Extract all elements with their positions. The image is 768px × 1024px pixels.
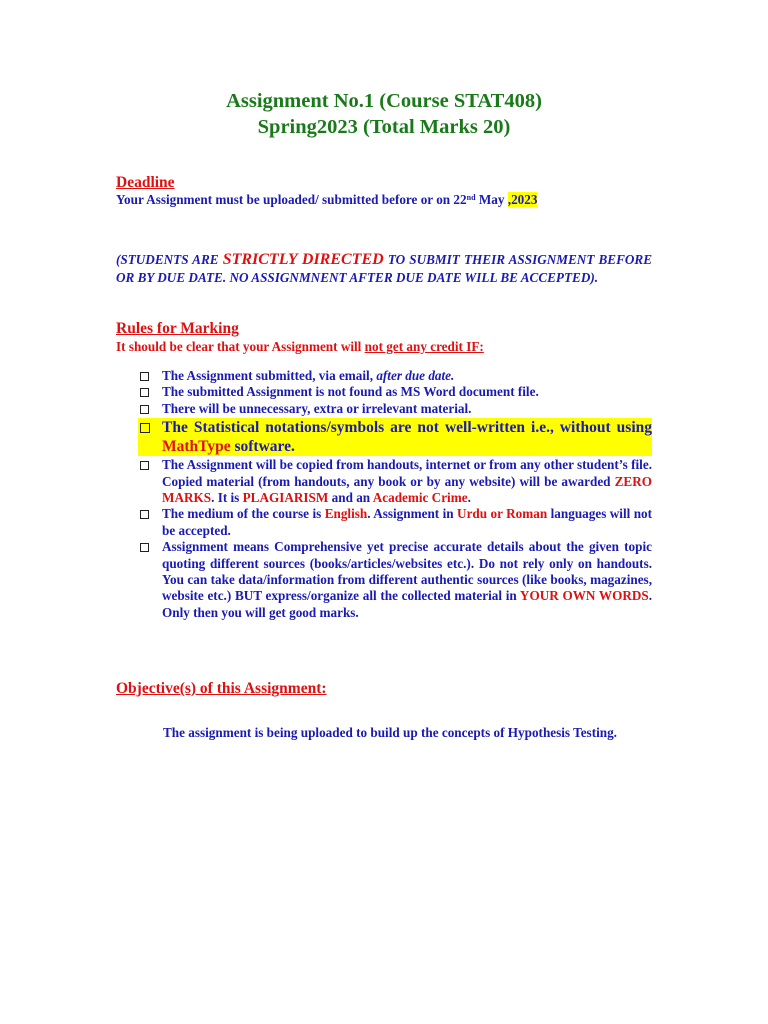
directive-notice — [116, 251, 652, 287]
deadline-year: ,2023 — [507, 192, 538, 207]
rules-intro-text: It should be clear that your Assignment will — [116, 339, 365, 354]
rule-item-mid: . Assignment in — [367, 506, 454, 522]
rule-item-text: The Assignment submitted, via email, — [162, 368, 377, 383]
deadline-heading: Deadline — [116, 174, 175, 191]
rule-item-text: Assignment means Comprehensive yet precise accurate details about the given topic quoting different sources (books/articles/websites etc.). Do not rely only on handouts. You can take data/information from different authentic sources (like books, magazines, website etc.) BUT express/organize all the collected material in — [162, 539, 652, 604]
rule-item-red: English — [324, 506, 368, 522]
rule-item-text: The submitted Assignment is not found as MS Word document file. — [162, 384, 539, 400]
list-item — [138, 401, 652, 417]
rule-item-red: YOUR OWN WORDS — [519, 588, 649, 604]
checkbox-icon — [140, 423, 150, 433]
checkbox-icon — [140, 388, 149, 397]
rule-item-text: There will be unnecessary, extra or irrelevant material. — [162, 400, 472, 416]
notice-emphasis: STRICTLY DIRECTED — [222, 251, 384, 268]
notice-part-2: TO SUBMIT THEIR ASSIGNMENT BEFORE OR BY DUE DATE. NO ASSIGNMNENT AFTER DUE DATE WILL BE ACCEPTED). — [116, 252, 653, 285]
rule-item-red: ZERO MARKS — [162, 473, 652, 506]
notice-part-1: (STUDENTS ARE — [116, 252, 223, 267]
deadline-month: May — [478, 192, 505, 207]
rule-item-after: software. — [234, 438, 295, 456]
rules-intro-underlined: not get any credit IF: — [364, 339, 484, 354]
rules-intro — [116, 339, 484, 355]
checkbox-icon — [140, 543, 149, 552]
list-item-highlighted — [138, 418, 652, 456]
document-title-line-1: Assignment No.1 (Course STAT408) — [226, 90, 542, 112]
rule-item-italic: after due date. — [376, 368, 455, 383]
rule-item-text: The medium of the course is — [162, 506, 322, 522]
checkbox-icon — [140, 405, 149, 414]
objectives-text: The assignment is being uploaded to build up the concepts of Hypothesis Testing. — [163, 725, 617, 740]
deadline-ordinal: nd — [466, 193, 476, 202]
list-item — [138, 384, 652, 400]
rule-item-red: PLAGIARISM — [242, 490, 329, 506]
list-item — [138, 368, 652, 384]
document-title-line-2: Spring2023 (Total Marks 20) — [257, 116, 511, 138]
rule-item-red: Urdu or Roman — [457, 506, 548, 522]
list-item — [138, 506, 652, 539]
rules-list — [138, 368, 652, 621]
checkbox-icon — [140, 510, 149, 519]
checkbox-icon — [140, 461, 149, 470]
deadline-text-prefix: Your Assignment must be uploaded/ submitted before or on 22 — [116, 192, 467, 207]
rule-item-end: languages will not be accepted. — [162, 506, 653, 538]
checkbox-icon — [140, 372, 149, 381]
list-item — [138, 457, 652, 506]
rule-item-mid: . It is — [211, 490, 240, 506]
rule-item-mid: and an — [331, 490, 371, 506]
rule-item-end: . Only then you will get good marks. — [162, 588, 653, 620]
rule-item-red: Academic Crime — [372, 490, 468, 506]
list-item — [138, 539, 652, 621]
objectives-heading: Objective(s) of this Assignment: — [116, 680, 327, 697]
rule-item-end: . — [467, 490, 471, 506]
rule-item-text: The Assignment will be copied from handouts, internet or from any other student’s file. Copied material (from handouts, any book or by any website) will be awarded — [162, 457, 652, 489]
rule-item-text: The Statistical notations/symbols are not well-written i.e., without using — [162, 419, 652, 437]
rules-heading: Rules for Marking — [116, 320, 239, 337]
rule-item-red: MathType — [162, 438, 231, 456]
deadline-text — [116, 192, 537, 208]
